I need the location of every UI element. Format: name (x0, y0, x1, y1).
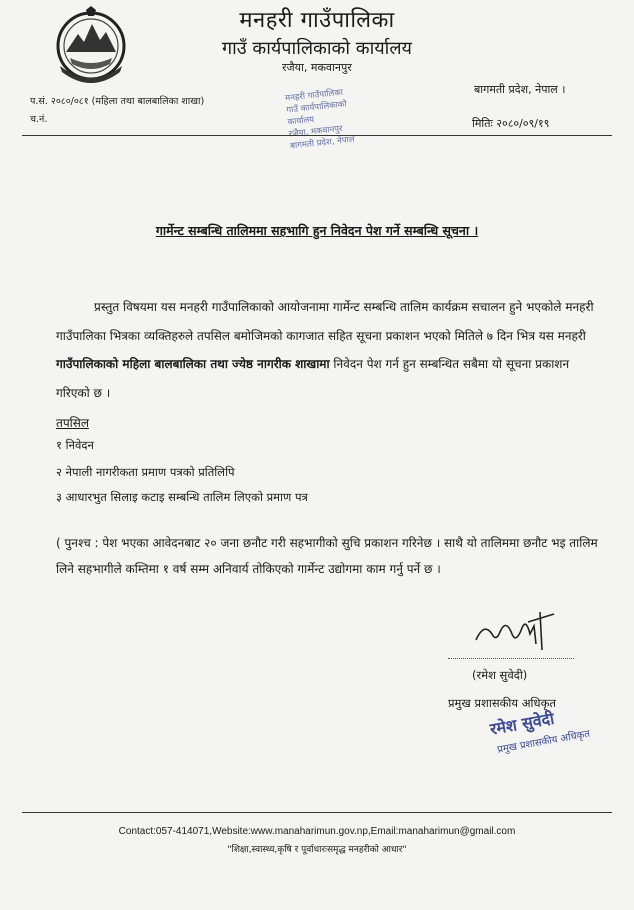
office-stamp (285, 84, 380, 163)
stamp-line: रजैया, मकवानपुर (288, 123, 344, 140)
notice-note: ( पुनश्च : पेश भएका आवेदनबाट २० जना छनौट गरी सहभागीको सुचि प्रकाशन गरिनेछ । साथै यो तालिममा छनौट भइ तालिम लिने सहभागीले कम्तिमा १ वर्ष सम्म अनिवार्य तोकिएको गार्मेन्ट उद्योगमा काम गर्नु पर्ने छ । (56, 536, 598, 576)
province: बागमती प्रदेश, नेपाल । (474, 83, 566, 96)
office-name: गाउँ कार्यपालिकाको कार्यालय (222, 38, 412, 59)
list-item: ३ आधारभुत सिलाइ कटाइ सम्बन्धि तालिम लिएको प्रमाण पत्र (56, 490, 308, 504)
list-item: १ निवेदन (56, 438, 94, 452)
body-text: प्रस्तुत विषयमा यस मनहरी गाउँपालिकाको आयोजनामा गार्मेन्ट सम्बन्धि तालिम कार्यक्रम सचालन हुने भएकोले मनहरी गाउँपालिका भित्रका व्यक्तिहरुले तपसिल बमोजिमको कागजात सहित सूचना प्रकाशन भएको मितिले ७ दिन भित्र यस मनहरी (56, 300, 594, 343)
stamp-line: गाउँ कार्यपालिकाको कार्यालय (285, 99, 348, 128)
signature-line (448, 658, 574, 659)
signature (470, 604, 560, 652)
office-address: रजैया, मकवानपुर (282, 61, 352, 74)
body-bold-text: गाउँपालिकाको महिला बालबालिका तथा ज्येष्ठ नागरीक शाखामा (56, 357, 330, 371)
list-item: २ नेपाली नागरीकता प्रमाण पत्रको प्रतिलिपि (56, 465, 235, 479)
municipality-name: मनहरी गाउँपालिका (239, 8, 395, 33)
footer-motto: "शिक्षा,स्वास्थ्य,कृषि र पूर्वाधारःसमृद्ध मनहरीको आधार" (227, 845, 407, 855)
footer-divider (22, 812, 612, 813)
header-divider (22, 135, 612, 136)
notice-body (56, 293, 604, 407)
dispatch-number: च.नं. (30, 114, 48, 125)
body-text: निवेदन पेश गर्न हुन सम्बन्धित सबैमा यो सूचना प्रकाशन गरिएको छ । (56, 357, 570, 400)
contact-info: Contact:057-414071,Website:www.manaharimun.gov.np,Email:manaharimun@gmail.com (118, 826, 516, 837)
stamp-line: मनहरी गाउँपालिका (284, 87, 344, 104)
notice-subject: गार्मेन्ट सम्बन्धि तालिममा सहभागि हुन निवेदन पेश गर्ने सम्बन्धि सूचना । (155, 223, 479, 238)
signatory-title: प्रमुख प्रशासकीय अधिकृत (448, 696, 556, 710)
reference-number: प.सं. २०८०/०८१ (महिला तथा बालबालिका शाखा) (30, 96, 205, 107)
letter-date: मितिः २०८०/०९/१९ (472, 117, 550, 130)
signatory-name: (रमेश सुवेदी) (472, 668, 528, 682)
list-heading: तपसिल (56, 416, 90, 430)
stamp-line: बागमती प्रदेश, नेपाल (289, 134, 356, 152)
title-stamp: प्रमुख प्रशासकीय अधिकृत (496, 728, 591, 756)
name-stamp: रमेश सुवेदी (488, 708, 556, 739)
